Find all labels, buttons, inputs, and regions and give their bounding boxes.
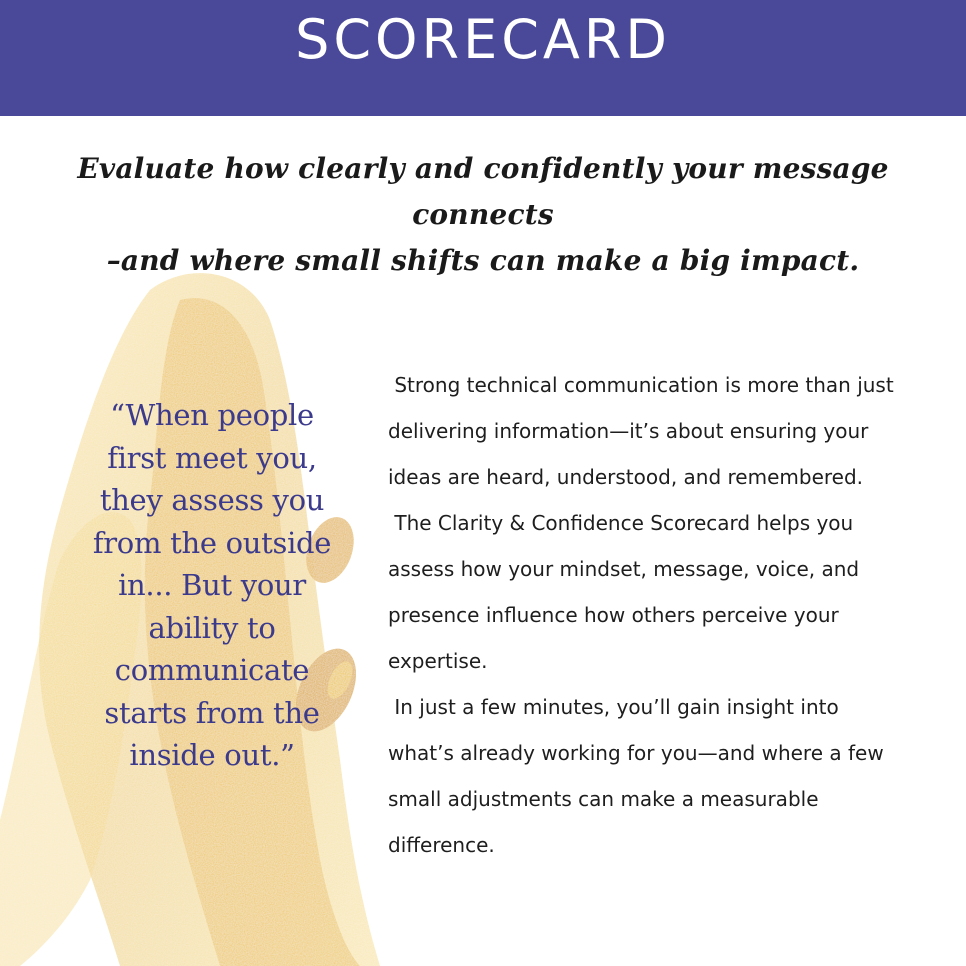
body-paragraph-3: In just a few minutes, you’ll gain insight into what’s already working for you—and where a few small adjustments can make a measurable difference. (388, 695, 891, 857)
body-paragraph-1: Strong technical communication is more than just delivering information—it’s about ensuring your ideas are heard, understood, and remembered. (388, 373, 901, 489)
pull-quote: “When people first meet you, they assess you from the outside in... But your ability to communicate starts from the inside out.” (92, 398, 332, 772)
page-title: SCORECARD (295, 8, 671, 71)
body-paragraph-2: The Clarity & Confidence Scorecard helps you assess how your mindset, message, voice, and presence influence how others perceive your expertise. (388, 511, 866, 673)
subtitle-line-1: Evaluate how clearly and confidently your message connects (77, 152, 889, 231)
body-text (388, 362, 908, 868)
subtitle-line-2: –and where small shifts can make a big impact. (106, 244, 860, 277)
header-bar (0, 0, 966, 116)
